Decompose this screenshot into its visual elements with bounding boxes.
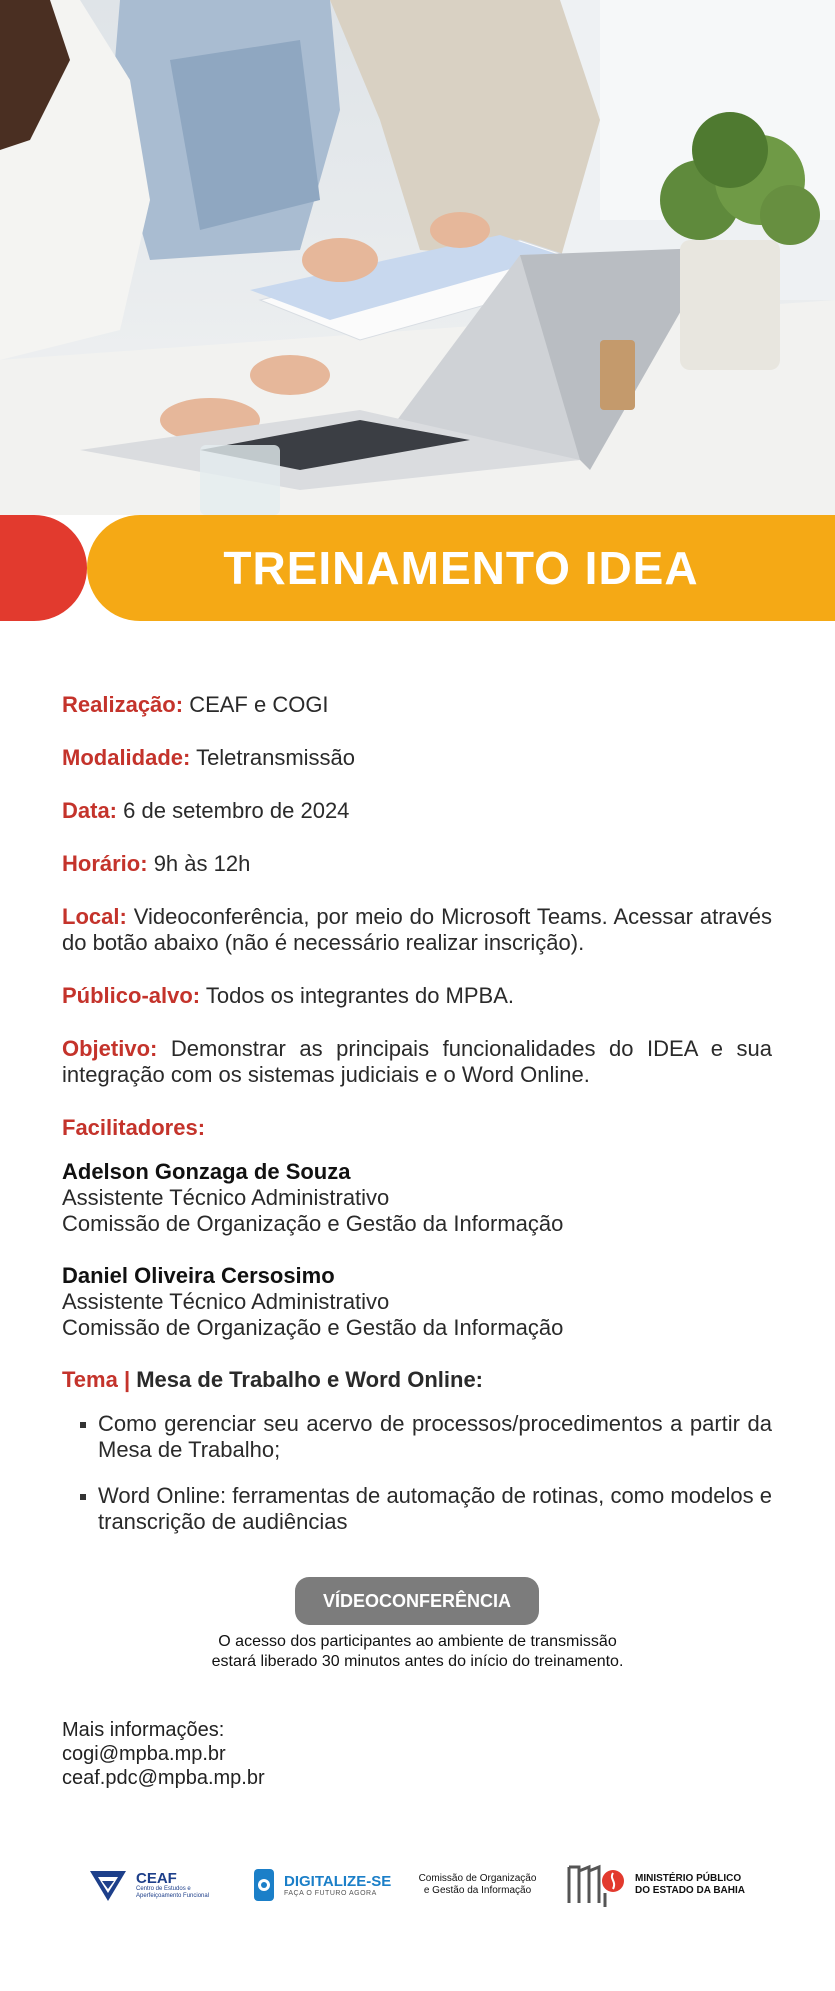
info-label: Data: [62,798,118,823]
info-value: Teletransmissão [196,745,356,770]
info-label: Realização: [62,692,184,717]
videoconferencia-button[interactable]: VÍDEOCONFERÊNCIA [295,1577,539,1625]
info-label: Objetivo: [62,1036,158,1061]
info-value: 6 de setembro de 2024 [123,798,350,823]
info-realizacao [62,692,772,718]
mp-logo-icon [565,1859,629,1911]
info-local [62,904,772,956]
digitalize-logo-icon [250,1865,280,1905]
facilitator-dept: Comissão de Organização e Gestão da Informação [62,1315,564,1340]
event-info [62,692,772,1555]
footer-logos [0,1855,835,1925]
info-value: 9h às 12h [153,851,251,876]
facilitator-role: Assistente Técnico Administrativo [62,1185,390,1210]
cogi-line: e Gestão da Informação [423,1885,532,1896]
access-note-line: O acesso dos participantes ao ambiente de transmissão [218,1633,617,1650]
info-objetivo [62,1036,772,1088]
facilitator-dept: Comissão de Organização e Gestão da Informação [62,1211,564,1236]
info-publico-alvo [62,983,772,1009]
tema-label: Tema | [62,1367,131,1392]
page-title: TREINAMENTO IDEA [223,542,699,594]
mp-line: MINISTÉRIO PÚBLICO [635,1873,742,1884]
contact-label: Mais informações: [62,1719,225,1741]
email-link-cogi[interactable]: cogi@mpba.mp.br [62,1743,226,1765]
office-scene-illustration [0,0,835,515]
info-value: Demonstrar as principais funcionalidades do IDEA e sua integração com os sistemas judiciais e o Word Online. [62,1036,772,1087]
access-note-line: estará liberado 30 minutos antes do início do treinamento. [211,1653,624,1670]
tema-value: Mesa de Trabalho e Word Online: [136,1367,484,1392]
digitalize-tagline: FAÇA O FUTURO AGORA [284,1889,377,1897]
info-data [62,798,772,824]
topic-item: Como gerenciar seu acervo de processos/procedimentos a partir da Mesa de Trabalho; [80,1411,772,1463]
hero-photo [0,0,835,515]
info-label: Modalidade: [62,745,191,770]
mp-line: DO ESTADO DA BAHIA [635,1885,745,1896]
facilitadores-heading: Facilitadores: [62,1115,206,1140]
info-modalidade [62,745,772,771]
info-value: Videoconferência, por meio do Microsoft Teams. Acessar através do botão abaixo (não é necessário realizar inscrição). [62,904,772,955]
facilitator-role: Assistente Técnico Administrativo [62,1289,390,1314]
ceaf-logo [86,1855,226,1915]
cogi-logo [410,1855,545,1915]
info-value: CEAF e COGI [189,692,329,717]
ceaf-logo-icon [86,1865,130,1905]
ceaf-name: CEAF [136,1869,177,1887]
facilitator-name: Adelson Gonzaga de Souza [62,1159,351,1184]
facilitator-card [62,1159,772,1237]
email-link-ceaf[interactable]: ceaf.pdc@mpba.mp.br [62,1767,265,1789]
info-horario [62,851,772,877]
cogi-line: Comissão de Organização [418,1873,537,1884]
info-label: Local: [62,904,127,929]
title-banner [0,515,835,621]
digitalize-name: DIGITALIZE-SE [284,1872,392,1890]
info-value: Todos os integrantes do MPBA. [205,983,515,1008]
ceaf-subtitle: Centro de Estudos e Aperfeiçoamento Funcional [136,1885,210,1899]
tema-heading [62,1367,772,1393]
contact-info [62,1718,265,1790]
facilitator-card [62,1263,772,1341]
facilitator-name: Daniel Oliveira Cersosimo [62,1263,335,1288]
digitalize-logo [250,1855,391,1915]
info-label: Público-alvo: [62,983,201,1008]
info-label: Horário: [62,851,148,876]
mpba-logo [565,1855,745,1915]
topic-list [62,1411,772,1535]
access-note [100,1632,735,1672]
topic-item: Word Online: ferramentas de automação de rotinas, como modelos e transcrição de audiências [80,1483,772,1535]
banner-red-accent [0,515,87,621]
